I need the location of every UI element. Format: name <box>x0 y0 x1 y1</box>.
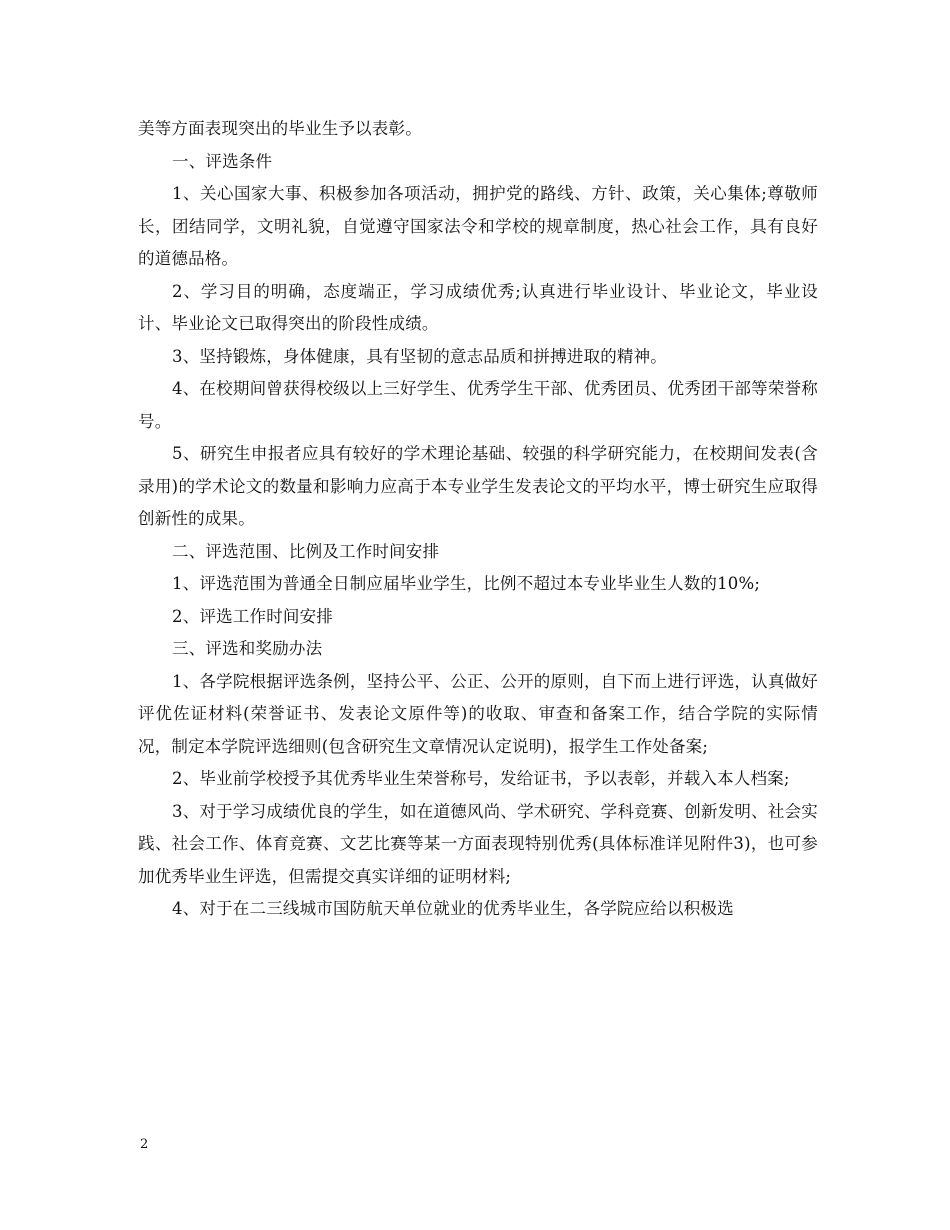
scope-item-2: 2、评选工作时间安排 <box>172 606 333 626</box>
page-number: 2 <box>140 1137 149 1152</box>
criteria-item-2: 2、学习目的明确，态度端正，学习成绩优秀;认真进行毕业设计、毕业论文，毕业设计、毕业论文已取得突出的阶段性成绩。 <box>138 281 818 333</box>
document-body <box>138 113 818 926</box>
methods-item-3: 3、对于学习成绩优良的学生，如在道德风尚、学术研究、学科竞赛、创新发明、社会实践、社会工作、体育竞赛、文艺比赛等某一方面表现特别优秀(具体标准详见附件3)，也可参加优秀毕业生评选，但需提交真实详细的证明材料; <box>138 801 818 886</box>
section-heading-methods: 三、评选和奖励办法 <box>172 639 323 658</box>
criteria-item-1: 1、关心国家大事、积极参加各项活动，拥护党的路线、方针、政策，关心集体;尊敬师长，团结同学，文明礼貌，自觉遵守国家法令和学校的规章制度，热心社会工作，具有良好的道德品格。 <box>138 184 818 268</box>
scope-item-1: 1、评选范围为普通全日制应届毕业学生，比例不超过本专业毕业生人数的10%; <box>172 574 761 593</box>
methods-item-4: 4、对于在二三线城市国防航天单位就业的优秀毕业生，各学院应给以积极选 <box>172 899 734 918</box>
paragraph-continuation: 美等方面表现突出的毕业生予以表彰。 <box>138 119 422 138</box>
criteria-item-4: 4、在校期间曾获得校级以上三好学生、优秀学生干部、优秀团员、优秀团干部等荣誉称号。 <box>138 379 818 431</box>
section-heading-criteria: 一、评选条件 <box>172 151 273 171</box>
methods-item-2: 2、毕业前学校授予其优秀毕业生荣誉称号，发给证书，予以表彰，并载入本人档案; <box>172 769 790 788</box>
criteria-item-5: 5、研究生申报者应具有较好的学术理论基础、较强的科学研究能力，在校期间发表(含录用)的学术论文的数量和影响力应高于本专业学生发表论文的平均水平，博士研究生应取得创新性的成果。 <box>138 444 818 528</box>
section-heading-scope: 二、评选范围、比例及工作时间安排 <box>172 541 440 561</box>
methods-item-1: 1、各学院根据评选条例，坚持公平、公正、公开的原则，自下而上进行评选，认真做好评优佐证材料(荣誉证书、发表论文原件等)的收取、审查和备案工作，结合学院的实际情况，制定本学院评选细则(包含研究生文章情况认定说明)，报学生工作处备案; <box>138 671 818 756</box>
criteria-item-3: 3、坚持锻炼，身体健康，具有坚韧的意志品质和拼搏进取的精神。 <box>172 346 667 366</box>
